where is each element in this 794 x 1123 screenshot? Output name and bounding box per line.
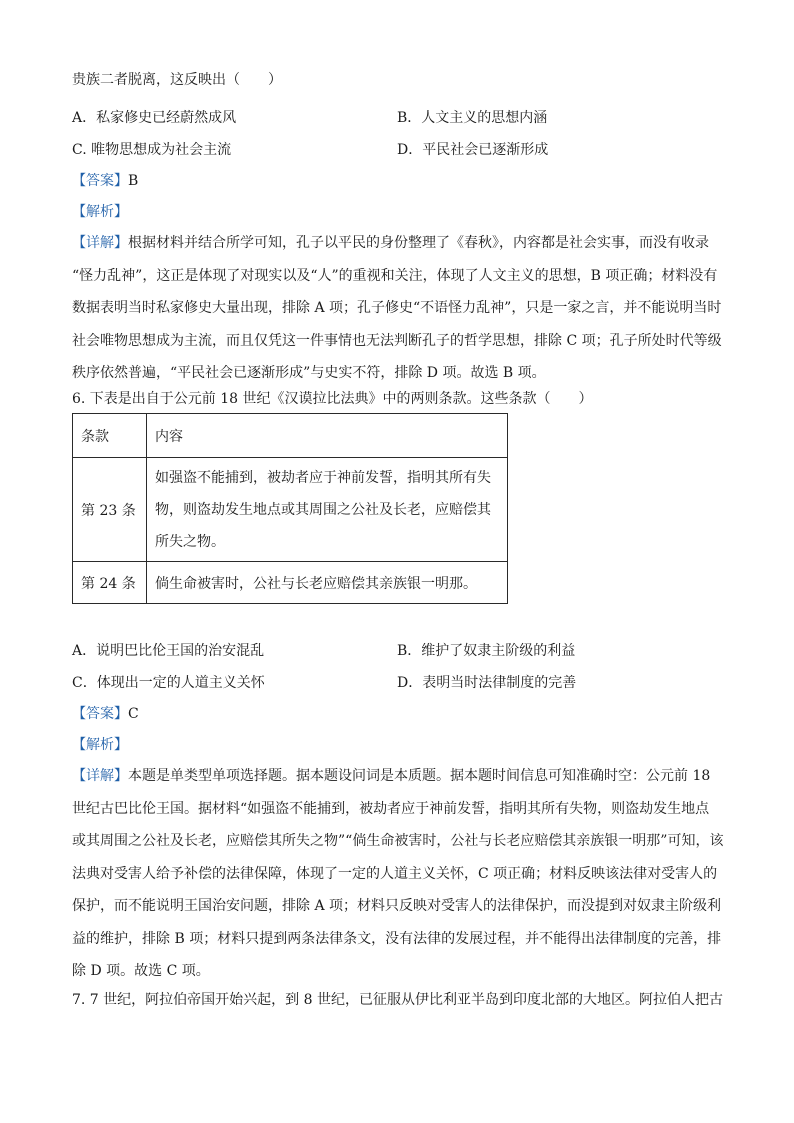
detail-tag: 【详解】 xyxy=(72,235,128,251)
content-cell: 倘生命被害时，公社与长老应赔偿其亲族银一明那。 xyxy=(147,562,508,604)
q6-detail xyxy=(72,766,722,994)
detail-tag: 【详解】 xyxy=(72,768,128,784)
clause-cell: 第 24 条 xyxy=(73,562,147,604)
answer-value: B xyxy=(128,173,139,189)
q6-option-c: C．体现出一定的人道主义关怀 xyxy=(72,675,265,691)
content-line: 所失之物。 xyxy=(155,533,225,550)
analysis-tag: 【解析】 xyxy=(72,204,128,220)
detail-line: 社会唯物思想成为主流，而且仅凭这一件事情也无法判断孔子的哲学思想，排除 C 项；孔子所处时代等级 xyxy=(72,332,722,349)
q6-stem: 6. 下表是出自于公元前 18 世纪《汉谟拉比法典》中的两则条款。这些条款（ ） xyxy=(72,391,593,407)
analysis-tag: 【解析】 xyxy=(72,737,128,753)
detail-line: 数据表明当时私家修史大量出现，排除 A 项；孔子修史“不语怪力乱神”，只是一家之言，并不能说明当时 xyxy=(72,300,722,316)
q6-analysis-tag xyxy=(72,735,128,755)
detail-line: 法典对受害人给予补偿的法律保障，体现了一定的人道主义关怀，C 项正确；材料反映该法律对受害人的 xyxy=(72,865,718,882)
detail-line: 保护，而不能说明王国治安问题，排除 A 项；材料只反映对受害人的法律保护，而没提到对奴隶主阶级利 xyxy=(72,898,722,914)
q5-detail xyxy=(72,233,722,396)
q6-option-d: D．表明当时法律制度的完善 xyxy=(397,675,577,691)
q5-stem-tail: 贵族二者脱离，这反映出（ ） xyxy=(72,72,282,88)
clauses-table xyxy=(72,413,508,604)
answer-tag: 【答案】 xyxy=(72,173,128,189)
detail-line: 除 D 项。故选 C 项。 xyxy=(72,963,210,979)
table-header-row xyxy=(73,414,508,458)
q5-answer xyxy=(72,171,138,191)
q6-option-b: B．维护了奴隶主阶级的利益 xyxy=(397,643,576,659)
q6-answer xyxy=(72,704,139,724)
detail-line: 益的维护，排除 B 项；材料只提到两条法律条文，没有法律的发展过程，并不能得出法律制度的完善，排 xyxy=(72,930,722,947)
header-clause: 条款 xyxy=(73,414,147,458)
detail-line: 或其周围之公社及长老，应赔偿其所失之物”“倘生命被害时，公社与长老应赔偿其亲族银一明那”可知，该 xyxy=(72,833,724,849)
q5-analysis-tag xyxy=(72,202,128,222)
content-line: 如强盗不能捕到，被劫者应于神前发誓，指明其所有失 xyxy=(155,469,491,486)
table-row xyxy=(73,458,508,562)
content-cell xyxy=(147,458,508,562)
q5-option-c: C. 唯物思想成为社会主流 xyxy=(72,142,232,158)
detail-line: 【详解】本题是单类型单项选择题。据本题设问词是本质题。据本题时间信息可知准确时空：公元前 18 xyxy=(72,768,711,784)
q6-option-a: A．说明巴比伦王国的治安混乱 xyxy=(72,643,265,659)
q5-option-d: D．平民社会已逐渐形成 xyxy=(397,142,549,158)
content-line: 物，则盗劫发生地点或其周围之公社及长老，应赔偿其 xyxy=(155,501,491,518)
detail-line: “怪力乱神”，这正是体现了对现实以及“人”的重视和关注，体现了人文主义的思想，B 项正确；材料没有 xyxy=(72,267,718,284)
answer-tag: 【答案】 xyxy=(72,706,128,722)
detail-line: 世纪古巴比伦王国。据材料“如强盗不能捕到，被劫者应于神前发誓，指明其所有失物，则盗劫发生地点 xyxy=(72,800,710,817)
detail-line: 秩序依然普遍，“平民社会已逐渐形成”与史实不符，排除 D 项。故选 B 项。 xyxy=(72,365,546,381)
q5-option-a: A．私家修史已经蔚然成风 xyxy=(72,110,237,126)
answer-value: C xyxy=(128,706,139,722)
header-content: 内容 xyxy=(147,414,508,458)
table-row xyxy=(73,562,508,604)
q7-stem: 7. 7 世纪，阿拉伯帝国开始兴起，到 8 世纪，已征服从伊比利亚半岛到印度北部的大地区。阿拉伯人把古 xyxy=(72,992,723,1008)
q5-option-b: B．人文主义的思想内涵 xyxy=(397,110,548,126)
detail-line: 【详解】根据材料并结合所学可知，孔子以平民的身份整理了《春秋》，内容都是社会实事，而没有收录 xyxy=(72,235,709,251)
clause-cell: 第 23 条 xyxy=(73,458,147,562)
